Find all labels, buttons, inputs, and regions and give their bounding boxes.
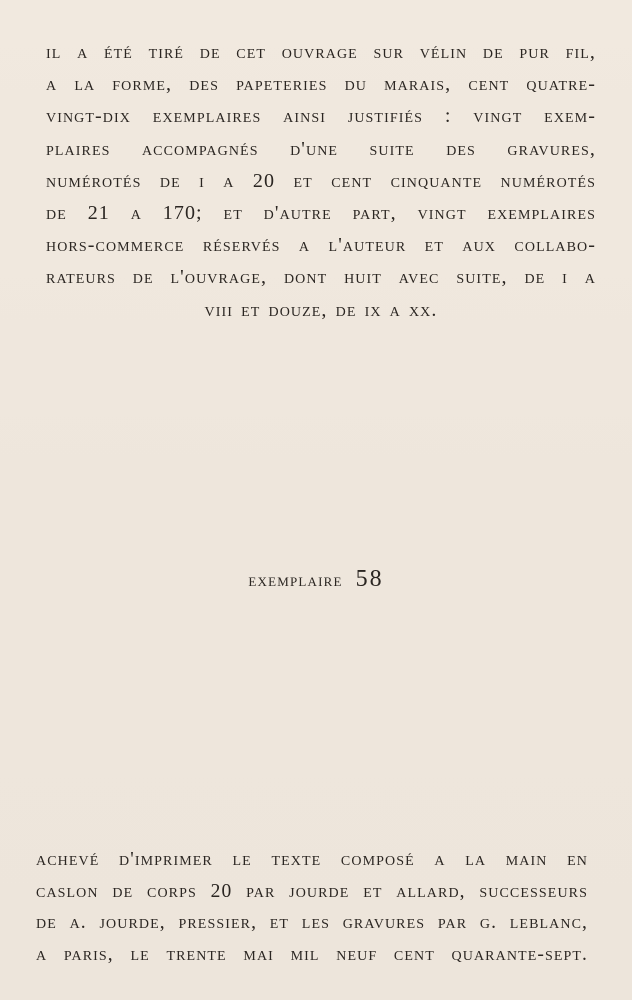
colophon-line: achevé d'imprimer le texte composé a la main en — [36, 849, 588, 870]
colophon-paragraph — [36, 844, 588, 970]
justification-line: numérotés de i a 20 et cent cinquante numérotés — [46, 169, 596, 192]
justification-line: a la forme, des papeteries du marais, cent quatre- — [46, 73, 596, 96]
justification-paragraph — [46, 36, 596, 326]
justification-line: viii et douze, de ix a xx. — [204, 298, 438, 321]
justification-line: hors-commerce réservés a l'auteur et aux collabo- — [46, 234, 596, 257]
copy-label: exemplaire — [248, 570, 343, 591]
justification-line: vingt-dix exemplaires ainsi justifiés : vingt exem- — [46, 105, 596, 128]
colophon-line: caslon de corps 20 par jourde et allard, successeurs — [36, 880, 588, 902]
copy-number — [0, 566, 632, 593]
colophon-line: de a. jourde, pressier, et les gravures par g. leblanc, — [36, 912, 588, 933]
justification-line: plaires accompagnés d'une suite des gravures, — [46, 137, 596, 160]
colophon-line: a paris, le trente mai mil neuf cent quarante-sept. — [36, 943, 588, 965]
justification-line: il a été tiré de cet ouvrage sur vélin de pur fil, — [46, 41, 596, 63]
justification-line: rateurs de l'ouvrage, dont huit avec suite, de i a — [46, 266, 596, 289]
justification-line: de 21 a 170; et d'autre part, vingt exemplaires — [46, 202, 596, 225]
copy-number-value: 58 — [355, 566, 384, 592]
